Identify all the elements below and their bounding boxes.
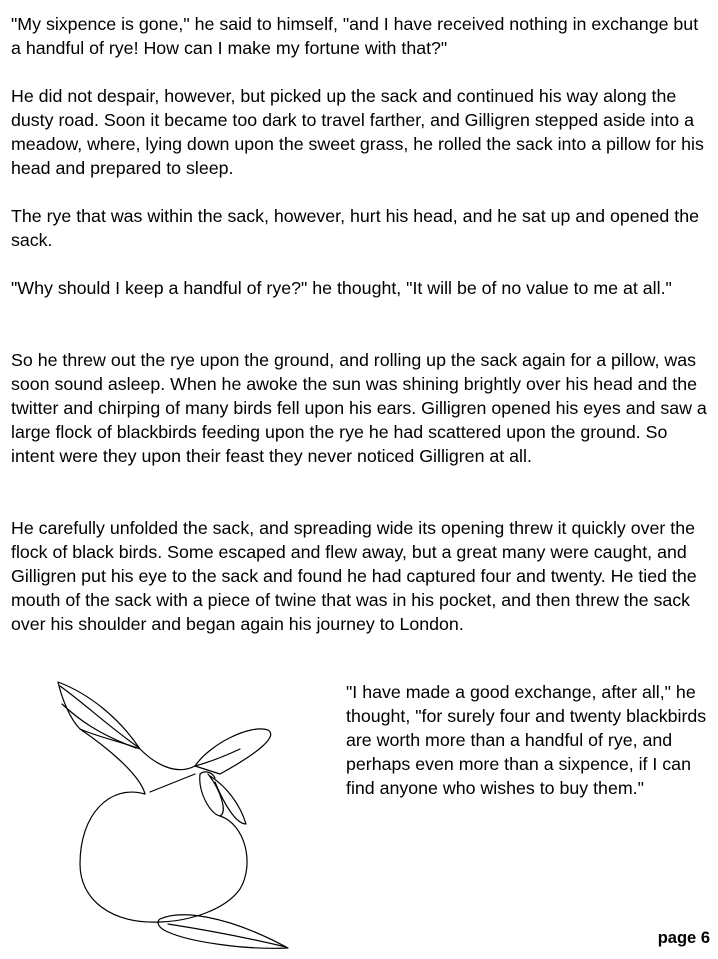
paragraph-3: The rye that was within the sack, however, hurt his head, and he sat up and opened the sack. — [11, 206, 699, 250]
paragraph-5: So he threw out the rye upon the ground, and rolling up the sack again for a pillow, was soon sound asleep. When he awoke the sun was shining brightly over his head and the twitter and chirping of many birds fell upon his ears. Gilligren opened his eyes and saw a large flock of blackbirds feeding upon the rye he had scattered upon the ground. So intent were they upon their feast they never noticed Gilligren at all. — [11, 350, 707, 466]
paragraph-2: He did not despair, however, but picked up the sack and continued his way along the dusty road. Soon it became too dark to travel farther, and Gilligren stepped aside into a meadow, where, lying down upon the sweet grass, he rolled the sack into a pillow for his head and prepared to sleep. — [11, 86, 704, 178]
page-number: page 6 — [657, 929, 710, 947]
sack-illustration — [50, 674, 300, 959]
paragraph-1: "My sixpence is gone," he said to himself, "and I have received nothing in exchange but a handful of rye! How can I make my fortune with that?" — [11, 14, 699, 58]
closing-paragraph: "I have made a good exchange, after all," he thought, "for surely four and twenty blackbirds are worth more than a handful of rye, and perhaps even more than a sixpence, if I can find anyone who wishes to buy them." — [346, 682, 707, 798]
paragraph-4: "Why should I keep a handful of rye?" he thought, "It will be of no value to me at all." — [11, 278, 672, 298]
paragraph-6: He carefully unfolded the sack, and spreading wide its opening threw it quickly over the flock of black birds. Some escaped and flew away, but a great many were caught, and Gilligren put his eye to the sack and found he had captured four and twenty. He tied the mouth of the sack with a piece of twine that was in his pocket, and then threw the sack over his shoulder and began again his journey to London. — [11, 518, 697, 634]
